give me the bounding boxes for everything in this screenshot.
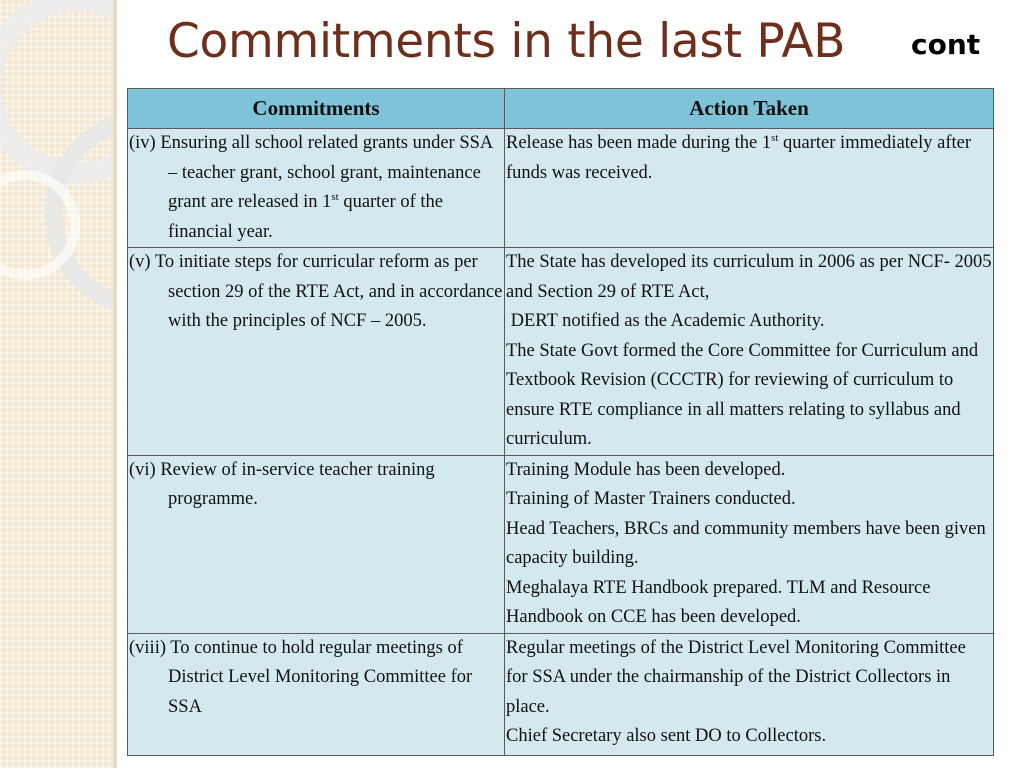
commitment-text (129, 248, 503, 337)
action-cell (505, 248, 994, 456)
commitment-cell (128, 129, 505, 248)
text-segment: The State Govt formed the Core Committee for Curriculum and Textbook Revision (CCCTR) for reviewing of curriculum to ensure RTE compliance in all matters relating to syllabus and curriculum. (506, 340, 979, 449)
action-item (506, 722, 992, 752)
action-item (506, 515, 992, 574)
slide-title: Commitments in the last PAB (167, 14, 846, 69)
table-body (128, 129, 994, 756)
table-row (128, 633, 994, 755)
commitment-text (129, 634, 503, 723)
text-segment: (v) To initiate steps for curricular reform as per section 29 of the RTE Act, and in accordance with the principles of NCF – 2005. (129, 252, 503, 331)
action-cell (505, 129, 994, 248)
column-header-commitments: Commitments (128, 89, 505, 129)
action-cell (505, 455, 994, 633)
text-segment: (viii) To continue to hold regular meetings of District Level Monitoring Committee for SSA (129, 637, 473, 717)
text-segment: The State has developed its curriculum in 2006 as per NCF- 2005 and Section 29 of RTE Act, (506, 252, 992, 302)
title-suffix: cont (911, 28, 981, 61)
text-segment: (vi) Review of in-service teacher training programme. (129, 459, 435, 509)
commitments-table (127, 88, 994, 756)
text-segment: quarter immediately after funds was received. (506, 133, 972, 183)
superscript: st (771, 131, 779, 144)
commitment-cell (128, 455, 505, 633)
action-item (506, 129, 992, 188)
decorative-side-panel (0, 0, 113, 768)
text-segment: Training of Master Trainers conducted. (506, 489, 796, 509)
commitment-cell (128, 248, 505, 456)
action-item (506, 485, 992, 515)
table-header-row (128, 89, 994, 129)
text-segment: Release has been made during the 1 (506, 133, 772, 153)
commitment-cell (128, 633, 505, 755)
text-segment: quarter of the financial year. (168, 192, 443, 242)
action-item (506, 456, 992, 486)
superscript: st (331, 190, 339, 203)
text-segment: Chief Secretary also sent DO to Collectors. (506, 726, 827, 746)
action-item (506, 248, 992, 307)
text-segment: Regular meetings of the District Level Monitoring Committee for SSA under the chairmanship of the District Collectors in place. (506, 637, 966, 717)
text-segment: Training Module has been developed. (506, 459, 786, 480)
commitment-text (129, 129, 503, 247)
text-segment: DERT notified as the Academic Authority. (506, 311, 825, 331)
text-segment: Meghalaya RTE Handbook prepared. TLM and Resource Handbook on CCE has been developed. (506, 577, 931, 627)
action-cell (505, 633, 994, 755)
text-segment: (iv) Ensuring all school related grants under SSA – teacher grant, school grant, maintenance grant are released in 1 (129, 133, 493, 212)
commitment-text (129, 456, 503, 515)
action-item (506, 574, 992, 633)
side-panel-edge (113, 0, 117, 768)
table-row (128, 248, 994, 456)
table-row (128, 455, 994, 633)
text-segment: Head Teachers, BRCs and community members have been given capacity building. (506, 518, 986, 568)
action-item (506, 337, 992, 455)
table-row (128, 129, 994, 248)
column-header-action-taken: Action Taken (505, 89, 994, 129)
action-item (506, 634, 992, 723)
action-item (506, 307, 992, 337)
